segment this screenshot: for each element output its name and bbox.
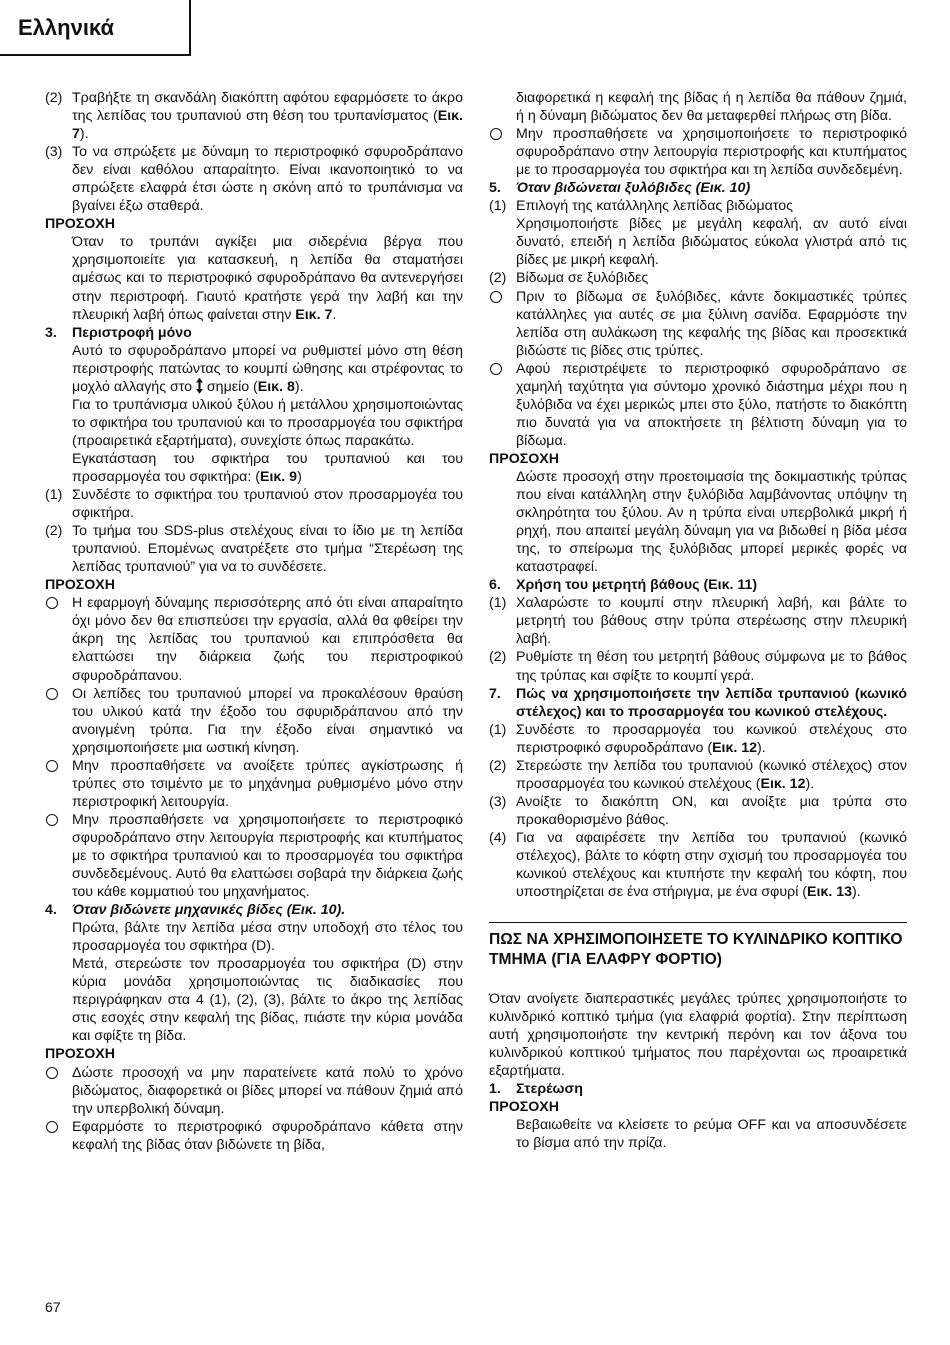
bullet-item: Η εφαρμογή δύναμης περισσότερης από ότι είναι απαραίτητο όχι μόνο δεν θα επισπεύσει την εργασία, αλλά θα φθείρει την άκρη της λεπίδας του τρυπανιού και επιπρόσθετα θα ελαττώσει την διάρκεια ζωής του περιστροφικού σφυροδράπανου. xyxy=(45,594,463,684)
bullet-item: Δώστε προσοχή να μην παρατείνετε κατά πολύ το χρόνο βιδώματος, διαφορετικά οι βίδες μπορεί να πάθουν ζημιά από την υπερβολική δύναμη. xyxy=(45,1064,463,1118)
circle-bullet-icon xyxy=(46,1067,58,1079)
list-item: (2) Ρυθμίστε τη θέση του μετρητή βάθους σύμφωνα με το βάθος της τρύπας και σφίξτε το κουμπί γερά. xyxy=(489,649,907,684)
paragraph: Μετά, στερεώστε τον προσαρμογέα του σφικτήρα (D) στην κύρια μονάδα χρησιμοποιώντας τις διαδικασίες που περιγράφηκαν στα 4 (1), (2), (3), βάλτε το άκρο της λεπίδας στις εσοχές στην κεφαλή της βίδας, πιάστε την κύρια μονάδα και σφίξτε τη βίδα. xyxy=(72,956,463,1045)
paragraph: Για το τρυπάνισμα υλικού ξύλου ή μετάλλου χρησιμοποιώντας το σφικτήρα του τρυπανιού και το προσαρμογέα του σφικτήρα (προαιρετικά εξαρτήματα), συνεχίστε όπως παρακάτω. xyxy=(72,396,463,449)
list-item: (2) Στερεώστε την λεπίδα του τρυπανιού (κωνικό στέλεχος) στον προσαρμογέα του κωνικού στελέχους (Εικ. 12). xyxy=(489,757,907,792)
left-column xyxy=(45,89,463,1154)
paragraph: Χρησιμοποιήστε βίδες με μεγάλη κεφαλή, αν αυτό είναι δυνατό, επειδή η λεπίδα βιδώματος εύκολα γλιστρά από τις βίδες με μικρή κεφαλή. xyxy=(516,216,907,269)
circle-bullet-icon xyxy=(46,597,58,609)
circle-bullet-icon xyxy=(46,1121,58,1133)
list-item: (1) Χαλαρώστε το κουμπί στην πλευρική λαβή, και βάλτε το μετρητή του βάθους στην τρύπα στερέωσης στην πλευρική λαβή. xyxy=(489,595,907,648)
bullet-item: Πριν το βίδωμα σε ξυλόβιδες, κάντε δοκιμαστικές τρύπες κατάλληλες για αυτές σε μια ξύλινη σανίδα. Εφαρμόστε την λεπίδα στη αυλάκωση της κεφαλής της βίδας και προσεκτικά βιδώστε τις βίδες στις τρύπες. xyxy=(489,288,907,360)
caution-text: Βεβαιωθείτε να κλείσετε το ρεύμα OFF και να αποσυνδέσετε το βίσμα από την πρίζα. xyxy=(516,1117,907,1152)
section-heading: 5. Όταν βιδώνεται ξυλόβιδες (Εικ. 10) xyxy=(489,180,751,197)
circle-bullet-icon xyxy=(490,291,502,303)
caution-heading: ΠΡΟΣΟΧΗ xyxy=(45,1046,116,1063)
caution-heading: ΠΡΟΣΟΧΗ xyxy=(489,450,560,467)
circle-bullet-icon xyxy=(46,760,58,772)
section-heading: 3. Περιστροφή μόνο xyxy=(45,324,192,341)
rotation-only-mark-icon xyxy=(196,378,203,394)
bullet-item: Μην προσπαθήσετε να χρησιμοποιήσετε το περιστροφικό σφυροδράπανο στην λειτουργία περιστροφής και κτυπήματος με το προσαρμογέα του σφικτήρα και τη λεπίδα συνδεδεμένη. xyxy=(489,125,907,179)
caution-heading: ΠΡΟΣΟΧΗ xyxy=(45,577,116,594)
section-heading: 6. Χρήση του μετρητή βάθους (Εικ. 11) xyxy=(489,577,758,594)
section-title: ΠΩΣ ΝΑ ΧΡΗΣΙΜΟΠΟΙΗΣΕΤΕ ΤΟ ΚΥΛΙΝΔΡΙΚΟ ΚΟΠΤΙΚΟ ΤΜΗΜΑ (ΓΙΑ ΕΛΑΦΡΥ ΦΟΡΤΙΟ) xyxy=(489,931,903,969)
paragraph: Όταν ανοίγετε διαπεραστικές μεγάλες τρύπες χρησιμοποιήστε το κυλινδρικό κοπτικό τμήμα (για ελαφριά φορτία). Στην περίπτωση αυτή χρησιμοποιήστε την κεντρική περόνη και τον άξονα του κυλινδρικού κοπτικού τμήματος που παρέχονται ως προαιρετικά εξαρτήματα. xyxy=(489,991,907,1080)
list-item: (1) Συνδέστε το σφικτήρα του τρυπανιού στον προσαρμογέα του σφικτήρα. xyxy=(45,487,463,522)
list-item: (2) Βίδωμα σε ξυλόβιδες xyxy=(489,270,649,287)
list-item: (1) Συνδέστε το προσαρμογέα του κωνικού στελέχους στο περιστροφικό σφυροδράπανο (Εικ. 12). xyxy=(489,721,907,756)
list-item: (2) Τραβήξτε τη σκανδάλη διακόπτη αφότου εφαρμόσετε το άκρο της λεπίδας του τρυπανιού στη θέση του τρυπανίσματος (Εικ. 7). xyxy=(45,90,463,143)
list-item: (4) Για να αφαιρέσετε την λεπίδα του τρυπανιού (κωνικό στέλεχος), βάλτε το κόφτη στην σχισμή του προσαρμογέα του κωνικού στελέχους και κτυπήστε την κεφαλή του κόφτη, που υποστηρίζεται σε ένα στήριγμα, με ένα σφυρί (Εικ. 13). xyxy=(489,829,907,901)
paragraph: διαφορετικά η κεφαλή της βίδας ή η λεπίδα θα πάθουν ζημιά, ή η δύναμη βιδώματος δεν θα μεταφερθεί πλήρως στη βίδα. xyxy=(516,90,907,125)
section-heading: 7. Πώς να χρησιμοποιήσετε την λεπίδα τρυπανιού (κωνικό στέλεχος) και το προσαρμογέα του κωνικού στελέχους. xyxy=(489,685,907,720)
language-tab xyxy=(0,0,191,56)
list-item: (2) Το τμήμα του SDS-plus στελέχους είναι το ίδιο με τη λεπίδα τρυπανιού. Επομένως ανατρέξετε στο τμήμα “Στερέωση της λεπίδας τρυπανιού” για να το συνδέσετε. xyxy=(45,523,463,576)
caution-heading: ΠΡΟΣΟΧΗ xyxy=(45,216,116,233)
bullet-item: Μην προσπαθήσετε να χρησιμοποιήσετε το περιστροφικό σφυροδράπανο στην λειτουργία περιστροφής και κτυπήματος με το σφικτήρα τρυπανιού και το προσαρμογέα του σφικτήρα συνδεδεμένους. Αυτό θα ελαττώσει σοβαρά την διάρκεια ζωής του κάθε κομματιού του μηχανήματος. xyxy=(45,811,463,901)
section-divider xyxy=(489,922,907,970)
bullet-item: Μην προσπαθήσετε να ανοίξετε τρύπες αγκίστρωσης ή τρύπες στο τσιμέντο με το μηχάνημα ρυθμισμένο μόνο στην περιστροφική λειτουργία. xyxy=(45,757,463,811)
paragraph: Αυτό το σφυροδράπανο μπορεί να ρυθμιστεί μόνο στη θέση περιστροφής πατώντας το κουμπί ώθησης και στρέφοντας το μοχλό αλλαγής στο σημείο (Εικ. 8). xyxy=(72,342,463,395)
bullet-item: Αφού περιστρέψετε το περιστροφικό σφυροδράπανο σε χαμηλή ταχύτητα για σύντομο χρονικό διάστημα μέχρι που η ξυλόβιδα να έχει μερικώς μπει στο ξύλο, πατήστε το διακόπτη πιο δυνατά για να αποκτήσετε τη βέλτιστη δύναμη για το βίδωμα. xyxy=(489,360,907,450)
bullet-item: Οι λεπίδες του τρυπανιού μπορεί να προκαλέσουν θραύση του υλικού κατά την έξοδο του σφυριδράπανου από την ανοιγμένη τρύπα. Για την έξοδο είναι σημαντικό να χρησιμοποιήσετε μια ωστική κίνηση. xyxy=(45,685,463,757)
circle-bullet-icon xyxy=(490,128,502,140)
caution-heading: ΠΡΟΣΟΧΗ xyxy=(489,1099,560,1116)
circle-bullet-icon xyxy=(46,688,58,700)
right-column xyxy=(489,89,907,1153)
circle-bullet-icon xyxy=(46,814,58,826)
list-item: (3) Το να σπρώξετε με δύναμη το περιστροφικό σφυροδράπανο δεν είναι καθόλου απαραίτητο. Είναι ικανοποιητικό το να σπρώξετε ελαφρά έτσι ώστε η σκόνη από το τρυπάνισμα να βγαίνει έξω σταθερά. xyxy=(45,144,463,215)
page-number: 67 xyxy=(45,1299,61,1315)
list-item: (3) Ανοίξτε το διακόπτη ON, και ανοίξτε μια τρύπα στο προκαθορισμένο βάθος. xyxy=(489,793,907,828)
language-tab-label: Ελληνικά xyxy=(18,15,114,40)
paragraph: Πρώτα, βάλτε την λεπίδα μέσα στην υποδοχή στο τέλος του προσαρμογέα του σφικτήρα (D). xyxy=(72,920,463,955)
section-heading: 1. Στερέωση xyxy=(489,1081,583,1098)
paragraph: Εγκατάσταση του σφικτήρα του τρυπανιού και του προσαρμογέα του σφικτήρα: (Εικ. 9) xyxy=(72,450,463,485)
circle-bullet-icon xyxy=(490,363,502,375)
list-item: (1) Επιλογή της κατάλληλης λεπίδας βιδώματος xyxy=(489,198,793,215)
bullet-item: Εφαρμόστε το περιστροφικό σφυροδράπανο κάθετα στην κεφαλή της βίδας όταν βιδώνετε τη βίδα, xyxy=(45,1118,463,1154)
caution-text: Όταν το τρυπάνι αγκίξει μια σιδερένια βέργα που χρησιμοποιείτε για κατασκευή, η λεπίδα θα σταματήσει αμέσως και το περιστροφικό σφυροδράπανο θα αντενεργήσει στην περιστροφή. Γιαυτό κρατήστε γερά την λαβή και την πλευρική λαβή όπως φαίνεται στην Εικ. 7. xyxy=(72,234,463,323)
section-heading: 4. Όταν βιδώνετε μηχανικές βίδες (Εικ. 10). xyxy=(45,902,346,919)
caution-text: Δώστε προσοχή στην προετοιμασία της δοκιμαστικής τρύπας που είναι κατάλληλη στην ξυλόβιδα λαμβάνοντας υπόψην τη σκληρότητα του ξύλου. Αν η τρύπα είναι υπερβολικά μικρή ή ρηχή, που απαιτεί μεγάλη δύναμη για να βιδωθεί η βίδα μέσα της, το σπείρωμα της ξυλόβιδας μπορεί μερικές φορές να καταστραφεί. xyxy=(516,468,907,576)
